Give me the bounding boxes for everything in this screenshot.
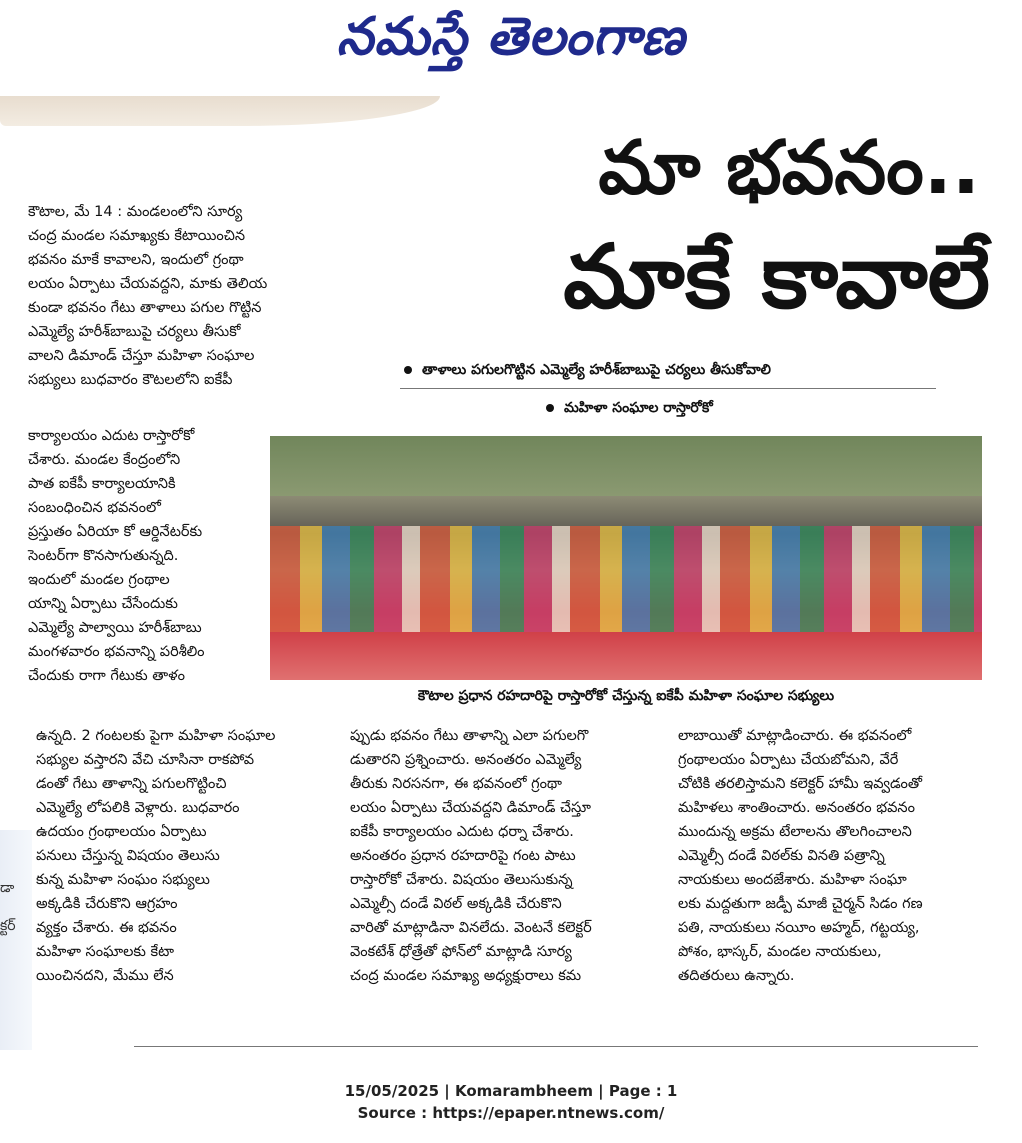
adjacent-article-fragment: డా — [0, 880, 15, 896]
article-line: ఎమ్మెల్సీ దండే విఠల్ అక్కడికి చేరుకొని — [350, 896, 562, 912]
article-line: అక్కడికి చేరుకొని ఆగ్రహం — [36, 896, 178, 912]
article-line: సభ్యుల వస్తారని వేచి చూసినా రాకపోవ — [36, 752, 255, 768]
article-line: మహిళా సంఘాలకు కేటా — [36, 944, 174, 960]
bullet-dot-icon — [404, 366, 412, 374]
article-line: గ్రంథాలయం ఏర్పాటు చేయబోమని, వేరే — [678, 752, 899, 768]
bullet-dot-icon — [546, 404, 554, 412]
article-line: తీరుకు నిరసనగా, ఈ భవనంలో గ్రంథా — [350, 776, 563, 792]
article-line: లాబాయితో మాట్లాడించారు. ఈ భవనంలో — [678, 728, 912, 744]
article-line: నాయకులు అందజేశారు. మహిళా సంఘా — [678, 872, 907, 888]
subhead-bullet-2-text: మహిళా సంఘాల రాస్తారోకో — [564, 400, 713, 416]
article-column-1-bottom — [36, 724, 330, 988]
article-line: ఎమ్మెల్యే పాల్వాయి హరీశ్‌బాబు — [28, 620, 202, 636]
article-line: కార్యాలయం ఎదుట రాస్తారోకో — [28, 428, 195, 444]
photo-caption: కౌటాల ప్రధాన రహదారిపై రాస్తారోకో చేస్తున్న ఐకేపీ మహిళా సంఘాల సభ్యులు — [417, 688, 835, 704]
article-line: ఇందులో మండల గ్రంథాల — [28, 572, 170, 588]
newspaper-masthead: నమస్తే తెలంగాణ — [336, 6, 686, 67]
article-line: పనులు చేస్తున్న విషయం తెలుసు — [36, 848, 220, 864]
article-line: కున్న మహిళా సంఘం సభ్యులు — [36, 872, 210, 888]
article-column-3 — [678, 724, 980, 988]
article-line: పోశం, భాస్కర్, మండల నాయకులు, — [678, 944, 882, 960]
article-line: ముందున్న అక్రమ టేలాలను తొలగించాలని — [678, 824, 912, 840]
adjacent-article-strip — [0, 830, 32, 1050]
subhead-divider — [400, 388, 936, 389]
article-line: ఎమ్మెల్సీ దండే విఠల్‌కు వినతి పత్రాన్ని — [678, 848, 885, 864]
article-bottom-divider — [134, 1046, 978, 1047]
headline-line-1: మా భవనం.. — [598, 125, 980, 211]
news-photo-protest — [270, 436, 982, 680]
article-line: ఐకేపీ కార్యాలయం ఎదుట ధర్నా చేశారు. — [350, 824, 574, 840]
article-line: లయం ఏర్పాటు చేయవద్దని డిమాండ్ చేస్తూ — [350, 800, 591, 816]
article-line: తదితరులు ఉన్నారు. — [678, 968, 795, 984]
article-line: చేందుకు రాగా గేటుకు తాళం — [28, 668, 185, 684]
article-line: మహిళలు శాంతించారు. అనంతరం భవనం — [678, 800, 915, 816]
footer-source-link[interactable]: Source : https://epaper.ntnews.com/ — [357, 1104, 665, 1122]
subhead-bullet-1 — [404, 362, 771, 381]
article-line: లయం ఏర్పాటు చేయవద్దని, మాకు తెలియ — [28, 276, 268, 292]
article-line: చంద్ర మండల సమాఖ్యకు కేటాయించిన — [28, 228, 246, 244]
article-line: వ్యక్తం చేశారు. ఈ భవనం — [36, 920, 177, 936]
article-line: మంగళవారం భవనాన్ని పరిశీలిం — [28, 644, 205, 660]
article-line: చేశారు. మండల కేంద్రంలోని — [28, 452, 181, 468]
article-line: యించినదని, మేము లేన — [36, 968, 174, 984]
article-column-1-wrap — [28, 424, 260, 688]
article-column-1-top — [28, 200, 330, 392]
subhead-bullet-1-text: తాళాలు పగులగొట్టిన ఎమ్మెల్యే హరీశ్‌బాబుపై చర్యలు తీసుకోవాలి — [422, 362, 771, 378]
article-line: వాలని డిమాండ్ చేస్తూ మహిళా సంఘాల — [28, 348, 255, 364]
article-line: రాస్తారోకో చేశారు. విషయం తెలుసుకున్న — [350, 872, 573, 888]
article-line: ఉదయం గ్రంథాలయం ఏర్పాటు — [36, 824, 207, 840]
subhead-bullet-2 — [546, 400, 713, 419]
article-line: సంబంధించిన భవనంలో — [28, 500, 161, 516]
article-line: భవనం మాకే కావాలని, ఇందులో గ్రంథా — [28, 252, 244, 268]
article-line: చంద్ర మండల సమాఖ్య అధ్యక్షురాలు కమ — [350, 968, 582, 984]
article-line: డుతారని ప్రశ్నించారు. అనంతరం ఎమ్మెల్యే — [350, 752, 582, 768]
article-line: ఎమ్మెల్యే లోపలికి వెళ్లారు. బుధవారం — [36, 800, 240, 816]
article-line: కౌటాల, మే 14 : మండలంలోని సూర్య — [28, 204, 243, 220]
article-line: డంతో గేటు తాళాన్ని పగులగొట్టించి — [36, 776, 227, 792]
article-line: ప్పుడు భవనం గేటు తాళాన్ని ఎలా పగులగొ — [350, 728, 589, 744]
article-line: లకు మద్దతుగా జడ్పీ మాజీ చైర్మన్ సిడం గణ — [678, 896, 923, 912]
article-line: సభ్యులు బుధవారం కౌటలలోని ఐకేపీ — [28, 372, 233, 388]
article-line: చోటికి తరలిస్తామని కలెక్టర్ హామీ ఇవ్వడంతో — [678, 776, 923, 792]
article-line: ఉన్నది. 2 గంటలకు పైగా మహిళా సంఘాల — [36, 728, 276, 744]
article-column-2 — [350, 724, 650, 988]
article-line: వెంకటేశ్ ధోత్రేతో ఫోన్‌లో మాట్లాడి సూర్య — [350, 944, 572, 960]
headline-line-2: మాకే కావాలే — [563, 225, 990, 328]
article-line: వారితో మాట్లాడినా వినలేదు. వెంటనే కలెక్టర్ — [350, 920, 592, 936]
article-line: ప్రస్తుతం ఏరియా కో ఆర్డినేటర్‌కు — [28, 524, 203, 540]
decorative-image-strip — [0, 96, 440, 126]
article-line: పతి, నాయకులు నయీం అహ్మద్, గట్టయ్య, — [678, 920, 920, 936]
article-line: సెంటర్‌గా కొనసాగుతున్నది. — [28, 548, 179, 564]
article-line: అనంతరం ప్రధాన రహదారిపై గంట పాటు — [350, 848, 576, 864]
footer-date-edition-page: 15/05/2025 | Komarambheem | Page : 1 — [344, 1082, 678, 1100]
article-line: పాత ఐకేపీ కార్యాలయానికి — [28, 476, 176, 492]
article-line: యాన్ని ఏర్పాటు చేసేందుకు — [28, 596, 178, 612]
adjacent-article-fragment: క్టర్ — [0, 918, 16, 934]
article-line: కుండా భవనం గేటు తాళాలు పగుల గొట్టిన — [28, 300, 262, 316]
article-line: ఎమ్మెల్యే హరీశ్‌బాబుపై చర్యలు తీసుకో — [28, 324, 241, 340]
